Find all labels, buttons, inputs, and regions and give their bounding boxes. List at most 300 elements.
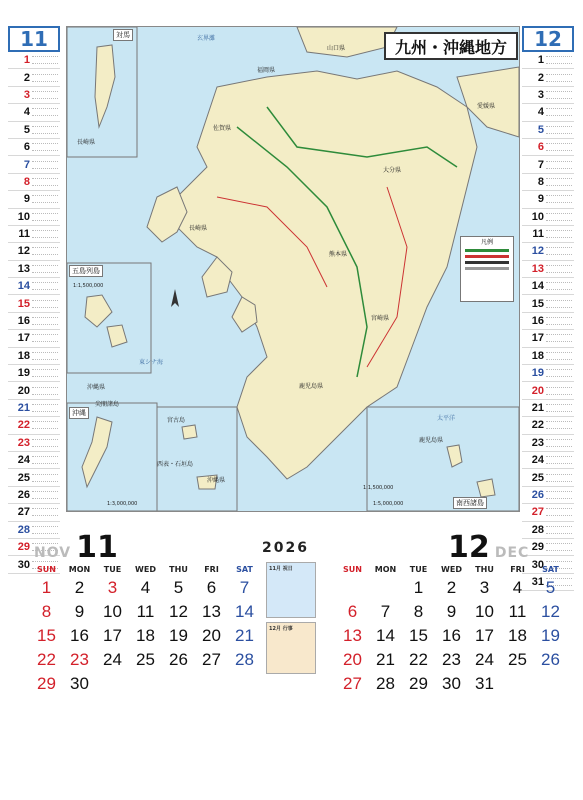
side_right-day-27	[522, 504, 574, 521]
calendar-week-row	[336, 600, 567, 624]
side-day-note-line	[32, 317, 58, 325]
side-day-number: 22	[531, 419, 544, 432]
calendar-day-19: 19	[169, 626, 188, 645]
calendar-day-23: 23	[70, 650, 89, 669]
goto-scale: 1:1,500,000	[73, 283, 104, 289]
weekday-wed: WED	[135, 564, 156, 574]
side-day-note-line	[546, 230, 572, 238]
side-day-note-line	[32, 56, 58, 64]
calendar-day-1: 1	[413, 578, 424, 597]
side-day-note-line	[32, 387, 58, 395]
weekday-thu: THU	[169, 564, 188, 574]
side-day-number: 5	[537, 123, 544, 136]
calendar-empty-cell	[336, 576, 369, 600]
side-day-note-line	[32, 491, 58, 499]
calendar-week-row	[30, 624, 261, 648]
calendar-day-28: 28	[376, 674, 395, 693]
calendar-empty-cell	[501, 672, 534, 696]
weekday-fri: FRI	[510, 564, 525, 574]
november-name: NOV	[34, 545, 72, 561]
side-day-note-line	[32, 282, 58, 290]
weekday-wed: WED	[441, 564, 462, 574]
side_right-day-4	[522, 104, 574, 121]
okinawa-pref-inset-label: 沖縄県	[207, 477, 226, 484]
side-day-number: 2	[537, 71, 544, 84]
side_right-day-18	[522, 348, 574, 365]
weekday-sun: SUN	[37, 564, 56, 574]
side-day-number: 23	[531, 436, 544, 449]
side-day-note-line	[32, 352, 58, 360]
side-day-number: 9	[537, 193, 544, 206]
calendar-day-9: 9	[446, 602, 457, 621]
side-day-number: 7	[23, 158, 30, 171]
side-day-note-line	[546, 247, 572, 255]
side-day-number: 24	[17, 454, 30, 467]
calendar-day-16: 16	[70, 626, 89, 645]
legend-title: 凡例	[480, 239, 493, 246]
pacific-label: 太平洋	[437, 415, 456, 422]
side-day-number: 15	[17, 297, 30, 310]
calendar-day-8: 8	[41, 602, 52, 621]
calendar-day-14: 14	[376, 626, 395, 645]
side-day-note-line	[32, 404, 58, 412]
nagasaki-tsushima-label: 長崎県	[77, 139, 96, 146]
side-day-note-line	[546, 491, 572, 499]
side-day-note-line	[546, 195, 572, 203]
weekday-mon: MON	[374, 564, 397, 574]
december-header	[448, 530, 530, 565]
side_left-day-19	[8, 365, 60, 382]
miyazaki-label: 宮崎県	[371, 315, 390, 322]
side_right-day-13	[522, 261, 574, 278]
calendar-day-5: 5	[173, 578, 184, 597]
calendar-day-15: 15	[37, 626, 56, 645]
side-day-number: 4	[537, 106, 544, 119]
side-day-number: 29	[17, 541, 30, 554]
calendar-empty-cell	[129, 672, 162, 696]
side-day-number: 28	[17, 523, 30, 536]
november-side-month: 11	[8, 26, 60, 52]
calendar-day-18: 18	[508, 626, 527, 645]
calendar-day-10: 10	[103, 602, 122, 621]
calendar-day-19: 19	[541, 626, 560, 645]
calendar-day-3: 3	[107, 578, 118, 597]
side-day-number: 15	[531, 297, 544, 310]
side_right-day-16	[522, 313, 574, 330]
side-day-number: 14	[17, 280, 30, 293]
side_right-day-11	[522, 226, 574, 243]
side_left-day-11	[8, 226, 60, 243]
calendar-day-28: 28	[235, 650, 254, 669]
okinawa-pref-label: 沖縄県	[87, 384, 106, 391]
side-day-number: 2	[23, 71, 30, 84]
side-day-number: 28	[531, 523, 544, 536]
side-day-note-line	[546, 508, 572, 516]
side-day-number: 18	[17, 349, 30, 362]
kyushu-map	[66, 26, 520, 512]
side-day-note-line	[546, 265, 572, 273]
side-day-note-line	[32, 126, 58, 134]
december-memo	[266, 622, 316, 674]
side-day-note-line	[32, 178, 58, 186]
calendar-empty-cell	[228, 672, 261, 696]
side-day-note-line	[546, 126, 572, 134]
side-day-note-line	[32, 91, 58, 99]
side-day-number: 1	[23, 54, 30, 67]
side_right-day-15	[522, 295, 574, 312]
calendar-empty-cell	[534, 672, 567, 696]
december-side-column	[522, 26, 574, 591]
side-day-note-line	[546, 439, 572, 447]
side-day-note-line	[546, 456, 572, 464]
december-name: DEC	[494, 545, 530, 561]
side_left-day-18	[8, 348, 60, 365]
side-day-note-line	[32, 334, 58, 342]
okinawa-label: 沖縄	[69, 407, 89, 419]
legend-line-boundary	[465, 267, 509, 270]
calendar-week-row	[336, 576, 567, 600]
side-day-note-line	[546, 108, 572, 116]
side_right-day-1	[522, 52, 574, 69]
side-day-number: 21	[531, 402, 544, 414]
calendar-day-16: 16	[442, 626, 461, 645]
calendar-day-29: 29	[37, 674, 56, 693]
calendar-day-15: 15	[409, 626, 428, 645]
side-day-number: 11	[18, 228, 30, 241]
weekday-sat: SAT	[542, 564, 559, 574]
side-day-note-line	[546, 404, 572, 412]
calendar-day-25: 25	[508, 650, 527, 669]
side-day-number: 12	[531, 245, 544, 258]
side_right-day-28	[522, 522, 574, 539]
side-day-number: 29	[531, 541, 544, 554]
calendar-day-12: 12	[541, 602, 560, 621]
side_right-day-19	[522, 365, 574, 382]
november-calendar	[30, 562, 261, 696]
calendar-day-11: 11	[136, 602, 155, 621]
side-day-number: 30	[531, 558, 544, 571]
side-day-note-line	[546, 334, 572, 342]
side-day-note-line	[32, 213, 58, 221]
side-day-number: 7	[537, 158, 544, 171]
calendar-week-row	[30, 576, 261, 600]
side-day-note-line	[32, 456, 58, 464]
side_left-day-9	[8, 191, 60, 208]
side_right-day-25	[522, 469, 574, 486]
november-memo-title: 11月 祝日	[269, 566, 293, 572]
november-day-list	[8, 52, 60, 574]
weekday-fri: FRI	[204, 564, 219, 574]
calendar-week-row	[30, 672, 261, 696]
side-day-note-line	[546, 300, 572, 308]
calendar-day-21: 21	[235, 626, 254, 645]
calendar-day-25: 25	[136, 650, 155, 669]
side-day-number: 24	[531, 454, 544, 467]
november-side-column	[8, 26, 60, 574]
side-day-note-line	[546, 161, 572, 169]
side-day-number: 14	[531, 280, 544, 293]
calendar-day-14: 14	[235, 602, 254, 621]
oita-label: 大分県	[383, 167, 402, 174]
side-day-note-line	[546, 352, 572, 360]
calendar-week-row	[336, 672, 567, 696]
main-scale: 1:1,500,000	[363, 485, 394, 491]
calendar-day-2: 2	[446, 578, 457, 597]
calendar-empty-cell	[96, 672, 129, 696]
december-side-month: 12	[522, 26, 574, 52]
side-day-number: 26	[17, 488, 30, 501]
side-day-number: 21	[17, 402, 30, 414]
december-calendar	[336, 562, 567, 696]
side-day-note-line	[32, 161, 58, 169]
calendar-day-17: 17	[103, 626, 122, 645]
side_right-day-26	[522, 487, 574, 504]
calendar-day-21: 21	[376, 650, 395, 669]
side-day-note-line	[32, 421, 58, 429]
calendar-day-22: 22	[37, 650, 56, 669]
side-day-note-line	[32, 230, 58, 238]
calendar-day-26: 26	[169, 650, 188, 669]
side-day-note-line	[32, 474, 58, 482]
side-day-note-line	[32, 300, 58, 308]
saga-label: 佐賀県	[213, 125, 232, 132]
side-day-number: 8	[23, 175, 30, 188]
side-day-note-line	[546, 543, 572, 551]
side-day-note-line	[546, 421, 572, 429]
calendar-day-3: 3	[479, 578, 490, 597]
calendar-day-24: 24	[103, 650, 122, 669]
side_right-day-20	[522, 382, 574, 399]
calendar-week-row	[336, 648, 567, 672]
side-day-note-line	[546, 91, 572, 99]
side-day-number: 3	[537, 88, 544, 101]
weekday-mon: MON	[68, 564, 91, 574]
side_left-day-20	[8, 382, 60, 399]
side-day-number: 11	[532, 228, 544, 241]
side_right-day-9	[522, 191, 574, 208]
calendar-day-1: 1	[41, 578, 52, 597]
side-day-number: 5	[23, 123, 30, 136]
side_left-day-10	[8, 209, 60, 226]
side-day-note-line	[32, 74, 58, 82]
calendar-week-row	[30, 648, 261, 672]
tsushima-label: 対馬	[113, 29, 133, 41]
calendar-empty-cell	[162, 672, 195, 696]
december-number: 12	[448, 530, 490, 565]
side-day-number: 10	[17, 210, 30, 223]
calendar-day-24: 24	[475, 650, 494, 669]
side_left-day-6	[8, 139, 60, 156]
side-day-note-line	[32, 265, 58, 273]
side_right-day-14	[522, 278, 574, 295]
side-day-note-line	[32, 143, 58, 151]
november-number: 11	[76, 530, 118, 565]
side_left-day-14	[8, 278, 60, 295]
side-day-number: 10	[531, 210, 544, 223]
side-day-number: 1	[537, 54, 544, 67]
calendar-day-20: 20	[343, 650, 362, 669]
side-day-number: 20	[531, 384, 544, 397]
east-china-sea-label: 東シナ海	[139, 359, 164, 366]
side-day-number: 30	[17, 558, 30, 571]
calendar-day-4: 4	[512, 578, 523, 597]
weekday-sat: SAT	[236, 564, 253, 574]
side-day-number: 22	[17, 419, 30, 432]
calendar-empty-cell	[195, 672, 228, 696]
side_left-day-8	[8, 174, 60, 191]
calendar-day-6: 6	[206, 578, 217, 597]
fukuoka-label: 福岡県	[257, 67, 276, 74]
side_right-day-5	[522, 122, 574, 139]
map-legend	[460, 236, 514, 302]
side_right-day-24	[522, 452, 574, 469]
side-day-number: 23	[17, 436, 30, 449]
side-day-note-line	[32, 508, 58, 516]
calendar-day-13: 13	[343, 626, 362, 645]
side_left-day-22	[8, 417, 60, 434]
side-day-note-line	[32, 439, 58, 447]
calendar-day-30: 30	[70, 674, 89, 693]
side-day-number: 19	[17, 367, 30, 380]
side-day-number: 26	[531, 488, 544, 501]
side_right-day-6	[522, 139, 574, 156]
calendar-day-30: 30	[442, 674, 461, 693]
yamaguchi-label: 山口県	[327, 45, 346, 52]
calendar-day-10: 10	[475, 602, 494, 621]
side-day-number: 8	[537, 175, 544, 188]
weekday-tue: TUE	[409, 564, 428, 574]
ehime-label: 愛媛県	[477, 103, 496, 110]
side_right-day-21	[522, 400, 574, 417]
legend-line-expressway	[465, 249, 509, 252]
side-day-number: 27	[17, 506, 30, 519]
calendar-day-13: 13	[202, 602, 221, 621]
senkaku-label: 尖閣諸島	[95, 401, 120, 408]
calendar-day-29: 29	[409, 674, 428, 693]
side_left-day-25	[8, 469, 60, 486]
okinawa-scale: 1:3,000,000	[107, 501, 138, 507]
weekday-tue: TUE	[103, 564, 122, 574]
side-day-number: 6	[23, 141, 30, 154]
weekday-sun: SUN	[343, 564, 362, 574]
side-day-note-line	[546, 56, 572, 64]
side_right-day-10	[522, 209, 574, 226]
side-day-number: 27	[531, 506, 544, 519]
legend-line-national-road	[465, 255, 509, 258]
calendar-day-22: 22	[409, 650, 428, 669]
side_left-day-1	[8, 52, 60, 69]
calendar-day-7: 7	[239, 578, 250, 597]
side_left-day-12	[8, 243, 60, 260]
side_right-day-23	[522, 435, 574, 452]
nansei-label: 南西諸島	[453, 497, 487, 509]
calendar-day-6: 6	[347, 602, 358, 621]
calendar-day-18: 18	[136, 626, 155, 645]
calendar-day-5: 5	[545, 578, 556, 597]
miyako-label: 宮古島	[167, 417, 186, 424]
calendar-day-9: 9	[74, 602, 85, 621]
kagoshima-inset-label: 鹿児島県	[419, 437, 444, 444]
calendar-day-8: 8	[413, 602, 424, 621]
side-day-number: 17	[17, 332, 30, 345]
side-day-note-line	[546, 369, 572, 377]
side-day-note-line	[546, 74, 572, 82]
december-day-list	[522, 52, 574, 591]
weekday-thu: THU	[475, 564, 494, 574]
calendar-day-2: 2	[74, 578, 85, 597]
side_left-day-2	[8, 69, 60, 86]
side-day-note-line	[546, 178, 572, 186]
side-day-note-line	[546, 526, 572, 534]
side-day-number: 4	[23, 106, 30, 119]
map-title: 九州・沖縄地方	[384, 32, 518, 60]
side_left-day-15	[8, 295, 60, 312]
side_right-day-12	[522, 243, 574, 260]
side_left-day-23	[8, 435, 60, 452]
calendar-week-row	[30, 600, 261, 624]
calendar-day-26: 26	[541, 650, 560, 669]
side_left-day-5	[8, 122, 60, 139]
side-day-number: 13	[531, 262, 544, 275]
side-day-note-line	[546, 282, 572, 290]
side-day-number: 25	[531, 471, 544, 484]
nagasaki-label: 長崎県	[189, 225, 208, 232]
calendar-day-31: 31	[475, 674, 494, 693]
side_left-day-4	[8, 104, 60, 121]
side-day-note-line	[32, 108, 58, 116]
side_right-day-3	[522, 87, 574, 104]
december-memo-title: 12月 行事	[269, 626, 293, 632]
legend-line-railway	[465, 261, 509, 264]
side-day-number: 16	[531, 315, 544, 328]
side_left-day-24	[8, 452, 60, 469]
side-day-number: 16	[17, 315, 30, 328]
side-day-number: 19	[531, 367, 544, 380]
side_right-day-8	[522, 174, 574, 191]
calendar-day-17: 17	[475, 626, 494, 645]
side_right-day-7	[522, 156, 574, 173]
side_right-day-17	[522, 330, 574, 347]
side_left-day-13	[8, 261, 60, 278]
side_left-day-16	[8, 313, 60, 330]
calendar-day-23: 23	[442, 650, 461, 669]
side_left-day-3	[8, 87, 60, 104]
side-day-number: 3	[23, 88, 30, 101]
calendar-day-4: 4	[140, 578, 151, 597]
side_left-day-7	[8, 156, 60, 173]
side_left-day-21	[8, 400, 60, 417]
november-header	[34, 530, 118, 565]
calendar-empty-cell	[369, 576, 402, 600]
side_left-day-27	[8, 504, 60, 521]
genkai-label: 玄界灘	[197, 35, 216, 42]
side_left-day-26	[8, 487, 60, 504]
side-day-number: 6	[537, 141, 544, 154]
side-day-note-line	[546, 474, 572, 482]
kumamoto-label: 熊本県	[329, 251, 348, 258]
side_right-day-2	[522, 69, 574, 86]
side_right-day-22	[522, 417, 574, 434]
side-day-note-line	[546, 317, 572, 325]
side-day-note-line	[32, 195, 58, 203]
map-graphic	[67, 27, 519, 511]
calendar-day-12: 12	[169, 602, 188, 621]
calendar-day-11: 11	[508, 602, 527, 621]
side-day-note-line	[546, 143, 572, 151]
kagoshima-label: 鹿児島県	[299, 383, 324, 390]
side-day-number: 18	[531, 349, 544, 362]
calendar-week-row	[336, 624, 567, 648]
